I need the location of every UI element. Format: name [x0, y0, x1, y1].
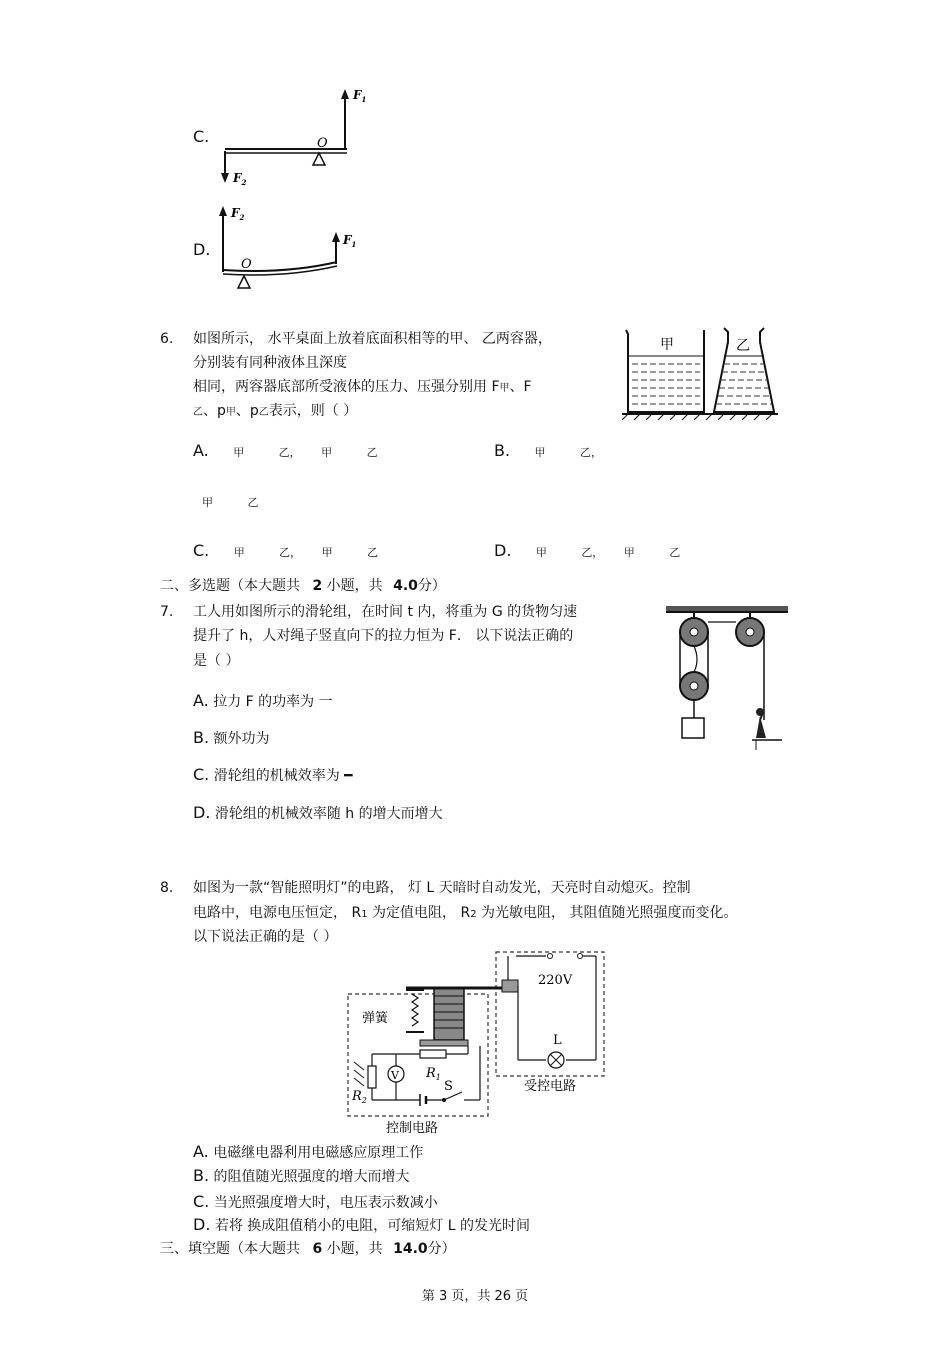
q7-option-b-letter: B.	[193, 728, 210, 747]
section-3-suffix: 分）	[427, 1241, 456, 1257]
q6-option-a[interactable]	[193, 442, 378, 460]
q7-option-a[interactable]	[193, 692, 333, 710]
q5c-pivot-label: O	[317, 136, 328, 151]
q6-option-c-letter: C.	[193, 541, 210, 560]
section-2-count: 2	[312, 578, 323, 594]
q6-line-4-pre: 乙	[193, 407, 203, 418]
q6-option-d-letter: D.	[494, 541, 512, 560]
q8-option-a-text: 电磁继电器利用电磁感应原理工作	[213, 1145, 424, 1161]
q8-option-c[interactable]	[193, 1193, 438, 1211]
q6-option-c-t2: 乙，	[279, 546, 302, 559]
svg-text:F1	[342, 233, 356, 249]
svg-text:R1	[425, 1066, 441, 1082]
q8-option-b-text: 的阻值随光照强度的增大而增大	[213, 1169, 410, 1185]
q6-line-4-mid: 、p	[235, 403, 259, 419]
q7-option-b-text: 额外功为	[213, 731, 270, 747]
svg-text:F2	[232, 171, 247, 187]
section-2-prefix: 二、多选题（本大题共	[160, 578, 300, 594]
q5-lever-figure-c	[215, 85, 375, 190]
q8-line-2-a: 电路中，电源电压恒定， R	[193, 905, 362, 921]
q8-line-2-sub2: 2	[470, 909, 477, 920]
q7-pulley-figure	[664, 600, 794, 760]
section-3-heading	[160, 1241, 456, 1257]
section-3-prefix: 三、填空题（本大题共	[160, 1241, 300, 1257]
q8-figure-r2: R	[352, 1089, 362, 1104]
q8-number: 8.	[160, 880, 174, 896]
q6-option-d-t2: 乙，	[581, 546, 604, 559]
svg-text:R2	[351, 1089, 367, 1105]
q6-line-4-text: 、p	[203, 403, 226, 419]
q8-line-2-sub1: 1	[361, 909, 368, 920]
q6-option-c-t3: 甲	[321, 546, 333, 559]
page-footer: 第 3 页，共 26 页	[421, 1289, 529, 1304]
q7-option-a-text: 拉力 F 的功率为 一	[213, 694, 333, 710]
section-3-score: 14.0	[393, 1241, 428, 1257]
q7-option-d-letter: D.	[193, 803, 211, 822]
q6-option-b-t2: 乙，	[579, 446, 602, 459]
svg-text:F2	[230, 206, 245, 222]
q8-figure-voltage: 220V	[538, 973, 573, 988]
q6-option-b-letter: B.	[494, 441, 511, 460]
section-3-mid: 小题，共	[326, 1241, 383, 1257]
q8-figure-r1-sub: 1	[435, 1073, 441, 1082]
q6-line-1: 如图所示， 水平桌面上放着底面积相等的甲、 乙两容器，	[193, 331, 552, 347]
q5d-pivot-label: O	[241, 257, 252, 272]
q8-figure-switch: S	[444, 1079, 453, 1094]
q6-line-2: 分别装有同种液体且深度	[193, 355, 347, 371]
q6-option-c-t1: 甲	[233, 546, 245, 559]
q8-figure-voltmeter: V	[391, 1069, 399, 1082]
q6-number: 6.	[160, 331, 174, 347]
q6-option-a-t2: 乙，	[278, 446, 301, 459]
q7-option-a-letter: A.	[193, 691, 209, 710]
q6-option-a-letter: A.	[193, 441, 209, 460]
q6-option-b-continued	[202, 494, 258, 510]
q8-figure-control: 控制电路	[386, 1121, 439, 1136]
q5c-f2-label: F	[233, 171, 242, 185]
q8-option-d[interactable]	[193, 1216, 530, 1234]
section-2-mid: 小题，共	[326, 578, 383, 594]
q5-lever-figure-d	[215, 200, 375, 295]
q8-option-d-text: 若将 换成阻值稍小的电阻，可缩短灯 L 的发光时间	[214, 1218, 531, 1234]
q7-option-d[interactable]	[193, 804, 443, 822]
q6-line-3-sub: 甲	[499, 383, 510, 394]
q7-option-b[interactable]	[193, 729, 270, 747]
q8-figure-lamp: L	[553, 1033, 562, 1048]
q8-option-d-letter: D.	[193, 1215, 211, 1234]
q7-option-c-letter: C.	[193, 765, 210, 784]
q6-figure-right-label: 乙	[736, 338, 750, 354]
q6-option-b2-t2: 乙	[247, 496, 259, 509]
q8-option-a[interactable]	[193, 1143, 423, 1161]
q6-line-3-end: 、F	[509, 379, 532, 395]
q5c-f1-label: F	[353, 88, 362, 102]
q8-option-a-letter: A.	[193, 1142, 209, 1161]
q6-option-a-t3: 甲	[321, 446, 333, 459]
q5d-f1-label: F	[343, 233, 352, 247]
q6-option-d-t1: 甲	[535, 546, 547, 559]
q8-figure-spring: 弹簧	[362, 1011, 389, 1026]
q6-option-b-t1: 甲	[534, 446, 546, 459]
q7-option-c[interactable]	[193, 766, 353, 784]
q8-figure-r2-sub: 2	[361, 1096, 367, 1105]
q6-option-d[interactable]	[494, 542, 680, 560]
q8-option-c-text: 当光照强度增大时，电压表示数减小	[213, 1195, 438, 1211]
q8-line-2	[193, 905, 737, 921]
q6-option-c[interactable]	[193, 542, 378, 560]
q8-option-b-letter: B.	[193, 1166, 210, 1185]
q6-option-a-t1: 甲	[233, 446, 245, 459]
q5c-f1-sub: 1	[361, 95, 367, 104]
q6-option-a-t4: 乙	[366, 446, 378, 459]
q8-figure-controlled: 受控电路	[524, 1079, 577, 1094]
section-3-count: 6	[312, 1241, 323, 1257]
q6-line-3-text: 相同，两容器底部所受液体的压力、压强分别用 F	[193, 379, 500, 395]
q5d-f2-label: F	[231, 206, 240, 220]
section-2-heading	[160, 578, 446, 594]
q6-option-b[interactable]	[494, 442, 602, 460]
q6-option-c-t4: 乙	[367, 546, 379, 559]
q8-option-c-letter: C.	[193, 1192, 210, 1211]
q8-line-2-b: 为定值电阻， R	[367, 905, 471, 921]
q7-line-2: 提升了 h，人对绳子竖直向下的拉力恒为 F． 以下说法正确的	[193, 628, 574, 644]
q6-line-3	[193, 379, 532, 395]
q5-option-d-label: D.	[193, 240, 211, 259]
q6-option-d-t4: 乙	[669, 546, 681, 559]
q8-figure-r1: R	[426, 1066, 436, 1081]
q5-option-c-label: C.	[193, 127, 210, 146]
q8-circuit-figure	[340, 950, 610, 1140]
q8-line-2-c: 为光敏电阻， 其阻值随光照强度而变化。	[476, 905, 738, 921]
q6-line-4-sub1: 甲	[225, 407, 236, 418]
q5d-f1-sub: 1	[351, 240, 357, 249]
q7-line-1: 工人用如图所示的滑轮组，在时间 t 内，将重为 G 的货物匀速	[193, 604, 578, 620]
q8-line-1: 如图为一款“智能照明灯”的电路， 灯 L 天暗时自动发光，天亮时自动熄灭。控制	[193, 880, 691, 896]
q6-line-4	[193, 403, 357, 419]
q6-line-4-end: 表示，则（ ）	[268, 403, 358, 419]
q7-option-d-text: 滑轮组的机械效率随 h 的增大而增大	[214, 806, 443, 822]
q6-option-d-t3: 甲	[623, 546, 635, 559]
section-2-score: 4.0	[393, 578, 418, 594]
q5d-f2-sub: 2	[239, 213, 245, 222]
q7-option-c-text: 滑轮组的机械效率为 ━	[213, 768, 353, 784]
q7-number: 7.	[160, 604, 174, 620]
q7-line-3: 是（ ）	[193, 653, 240, 669]
q6-option-b2-t1: 甲	[202, 496, 213, 509]
q6-figure-left-label: 甲	[660, 337, 674, 353]
q6-line-4-sub2: 乙	[258, 407, 269, 418]
q8-line-3: 以下说法正确的是（ ）	[193, 929, 338, 945]
svg-text:F1	[352, 88, 366, 104]
section-2-suffix: 分）	[417, 578, 446, 594]
q8-option-b[interactable]	[193, 1167, 410, 1185]
q6-containers-figure	[620, 322, 780, 422]
q5c-f2-sub: 2	[241, 178, 247, 187]
